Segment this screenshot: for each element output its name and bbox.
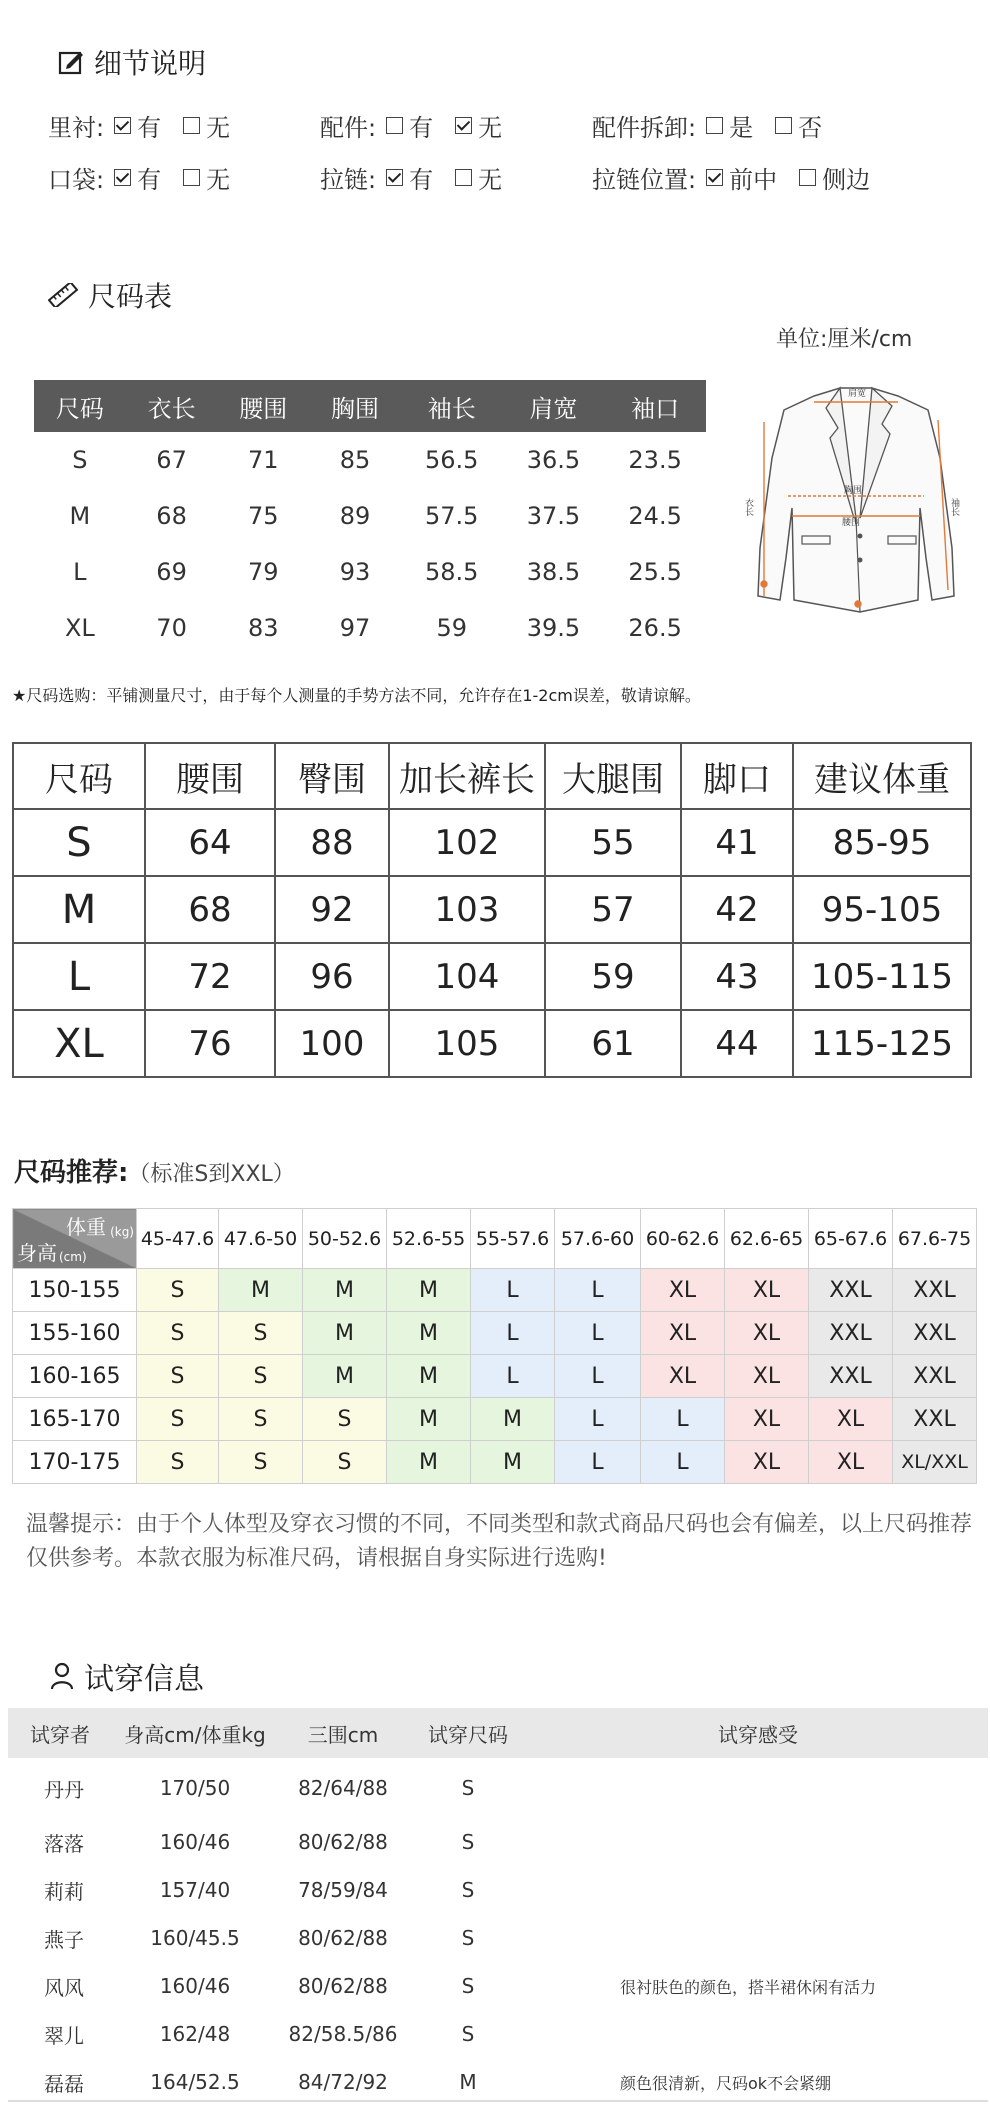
table-cell: 93 xyxy=(339,558,371,586)
diagram-label-waist: 腰围 xyxy=(842,518,861,528)
table-cell: L xyxy=(13,943,145,1010)
table-cell: 164/52.5 xyxy=(150,2070,240,2094)
diagram-label-sleeve: 袖长 xyxy=(949,498,959,516)
size-cell: XL xyxy=(641,1312,725,1355)
checkbox-label: 无 xyxy=(478,166,503,194)
table-cell: M xyxy=(69,502,91,530)
size-cell: L xyxy=(555,1355,641,1398)
tryon-table xyxy=(8,1708,988,2106)
table-row xyxy=(13,1312,977,1355)
size-cell: S xyxy=(303,1441,387,1484)
size-cell: L xyxy=(471,1355,555,1398)
table-cell: 57 xyxy=(545,876,681,943)
weight-header: 62.6-65 xyxy=(725,1209,809,1269)
checkbox-label: 否 xyxy=(798,114,823,142)
table-cell: 72 xyxy=(145,943,275,1010)
table-cell: 82/64/88 xyxy=(298,1776,388,1800)
table-cell: 64 xyxy=(145,809,275,876)
diagram-label-length: 衣长 xyxy=(743,498,753,516)
checkbox[interactable] xyxy=(114,169,131,186)
detail-label: 配件拆卸: xyxy=(592,114,697,142)
table-cell: 68 xyxy=(156,502,187,530)
height-cell: 160-165 xyxy=(13,1355,137,1398)
table-row xyxy=(34,488,706,544)
column-header: 试穿者 xyxy=(8,1708,112,1758)
table-cell: 23.5 xyxy=(628,446,682,474)
size-cell: XXL xyxy=(809,1269,893,1312)
tryon-title: 试穿信息 xyxy=(84,1662,204,1697)
size-cell: M xyxy=(387,1398,471,1441)
table-cell: 80/62/88 xyxy=(298,1830,388,1854)
checkbox-label: 有 xyxy=(137,114,162,142)
checkbox[interactable] xyxy=(455,117,472,134)
table-cell: 105 xyxy=(389,1010,545,1077)
details-header xyxy=(58,42,206,82)
size-cell: L xyxy=(555,1312,641,1355)
height-cell: 165-170 xyxy=(13,1398,137,1441)
table-cell xyxy=(528,2010,988,2058)
column-header: 试穿尺码 xyxy=(408,1708,528,1758)
size-cell: XL xyxy=(809,1398,893,1441)
checkbox-label: 无 xyxy=(206,114,231,142)
column-header: 胸围 xyxy=(309,380,401,432)
table-row xyxy=(34,544,706,600)
size-cell: XXL xyxy=(893,1355,977,1398)
table-cell: 燕子 xyxy=(44,1927,84,1952)
table-row xyxy=(8,2010,988,2058)
table-cell: 83 xyxy=(248,614,279,642)
diagram-label-shoulder: 肩宽 xyxy=(848,389,867,399)
table-cell: 100 xyxy=(275,1010,389,1077)
table-cell: 82/58.5/86 xyxy=(288,2022,398,2046)
table-cell: 85-95 xyxy=(793,809,971,876)
table-cell: 105-115 xyxy=(793,943,971,1010)
size-cell: M xyxy=(387,1269,471,1312)
size-cell: M xyxy=(471,1398,555,1441)
detail-item xyxy=(320,160,514,195)
size-cell: S xyxy=(137,1312,219,1355)
detail-item xyxy=(320,108,514,143)
checkbox-label: 是 xyxy=(729,114,754,142)
size-cell: M xyxy=(387,1355,471,1398)
table-row xyxy=(34,600,706,656)
size-cell: XXL xyxy=(809,1312,893,1355)
size-cell: XL xyxy=(725,1398,809,1441)
jacket-size-table xyxy=(34,380,706,656)
table-row xyxy=(13,876,971,943)
table-cell: 70 xyxy=(156,614,187,642)
table-cell: 160/46 xyxy=(159,1974,231,1998)
table-cell: 24.5 xyxy=(628,502,682,530)
table-cell: 44 xyxy=(681,1010,793,1077)
table-cell: S xyxy=(461,1926,475,1950)
table-row xyxy=(13,1398,977,1441)
weight-header: 60-62.6 xyxy=(641,1209,725,1269)
diagram-label-chest: 胸围 xyxy=(844,486,863,496)
checkbox-label: 侧边 xyxy=(822,166,871,194)
checkbox-label: 无 xyxy=(478,114,503,142)
column-header: 肩宽 xyxy=(503,380,605,432)
edit-icon xyxy=(58,49,84,75)
corner-weight: 体重 xyxy=(66,1215,106,1239)
size-cell: XL xyxy=(725,1312,809,1355)
table-cell: S xyxy=(461,1878,475,1902)
recommend-title: 尺码推荐: xyxy=(14,1158,129,1188)
table-cell: 84/72/92 xyxy=(298,2070,388,2094)
detail-label: 口袋: xyxy=(48,166,105,194)
table-cell: 55 xyxy=(545,809,681,876)
table-cell: 95-105 xyxy=(793,876,971,943)
table-cell: 59 xyxy=(436,614,467,642)
table-cell: 59 xyxy=(545,943,681,1010)
size-cell: L xyxy=(555,1269,641,1312)
table-cell: 43 xyxy=(681,943,793,1010)
table-cell: 颜色很清新，尺码ok不会紧绷 xyxy=(620,2073,832,2093)
table-cell: 38.5 xyxy=(526,558,581,586)
column-header: 腰围 xyxy=(217,380,309,432)
details-title: 细节说明 xyxy=(94,47,207,80)
table-cell: 97 xyxy=(339,614,371,642)
table-cell: S xyxy=(13,809,145,876)
size-cell: XL xyxy=(641,1355,725,1398)
size-cell: L xyxy=(471,1269,555,1312)
table-cell: 落落 xyxy=(44,1831,84,1856)
unit-label: 单位:厘米/cm xyxy=(776,327,913,352)
table-cell xyxy=(528,1758,988,1818)
corner-cm: (cm) xyxy=(59,1250,87,1264)
table-cell: 103 xyxy=(389,876,545,943)
table-cell: 26.5 xyxy=(628,614,682,642)
jacket-outline xyxy=(758,388,954,612)
column-header: 脚口 xyxy=(681,743,793,809)
size-cell: S xyxy=(219,1312,303,1355)
table-cell: 80/62/88 xyxy=(298,1974,388,1998)
ruler-icon xyxy=(48,283,78,307)
table-cell: 78/59/84 xyxy=(298,1878,388,1902)
pants-size-table xyxy=(12,742,972,1078)
size-cell: L xyxy=(555,1398,641,1441)
size-cell: L xyxy=(471,1312,555,1355)
table-cell: S xyxy=(461,2022,475,2046)
table-row xyxy=(13,1441,977,1484)
table-cell: 162/48 xyxy=(159,2022,231,2046)
table-row xyxy=(8,2058,988,2106)
table-cell: 104 xyxy=(389,943,545,1010)
size-cell: M xyxy=(303,1312,387,1355)
table-row xyxy=(13,1355,977,1398)
table-cell: 115-125 xyxy=(793,1010,971,1077)
table-cell: S xyxy=(461,1974,475,1998)
column-header: 尺码 xyxy=(34,380,126,432)
table-cell: XL xyxy=(64,614,95,642)
recommend-header xyxy=(14,1152,295,1189)
table-row xyxy=(13,943,971,1010)
table-cell: 69 xyxy=(156,558,187,586)
table-cell: 翠儿 xyxy=(44,2023,84,2048)
detail-item xyxy=(592,160,882,195)
table-row xyxy=(8,1818,988,1866)
table-cell: 89 xyxy=(339,502,371,530)
tryon-header xyxy=(50,1654,204,1698)
table-cell: 80/62/88 xyxy=(298,1926,388,1950)
size-cell: S xyxy=(137,1269,219,1312)
column-header: 袖长 xyxy=(401,380,503,432)
size-cell: S xyxy=(303,1398,387,1441)
checkbox[interactable] xyxy=(706,169,723,186)
size-cell: XL xyxy=(641,1269,725,1312)
corner-height: 身高 xyxy=(17,1241,57,1265)
table-cell: XL xyxy=(13,1010,145,1077)
size-cell: S xyxy=(137,1398,219,1441)
table-cell: S xyxy=(461,1830,475,1854)
table-row xyxy=(8,1866,988,1914)
checkbox[interactable] xyxy=(455,169,472,186)
table-cell: 42 xyxy=(681,876,793,943)
column-header: 身高cm/体重kg xyxy=(112,1708,278,1758)
table-cell: 61 xyxy=(545,1010,681,1077)
recommend-subtitle: （标准S到XXL） xyxy=(128,1162,295,1187)
table-cell: 68 xyxy=(145,876,275,943)
size-cell: S xyxy=(219,1441,303,1484)
weight-header: 50-52.6 xyxy=(303,1209,387,1269)
checkbox[interactable] xyxy=(706,117,723,134)
table-row xyxy=(34,432,706,488)
detail-item xyxy=(592,108,834,143)
checkbox-label: 有 xyxy=(137,166,162,194)
size-cell: XXL xyxy=(809,1355,893,1398)
bottom-divider xyxy=(8,2100,988,2102)
table-cell: 56.5 xyxy=(425,446,479,474)
table-cell: M xyxy=(459,2070,477,2094)
table-cell: 170/50 xyxy=(159,1776,231,1800)
detail-label: 配件: xyxy=(320,114,377,142)
size-cell: XL xyxy=(725,1269,809,1312)
table-cell: 41 xyxy=(681,809,793,876)
size-cell: M xyxy=(303,1355,387,1398)
detail-label: 拉链: xyxy=(320,166,377,194)
column-header: 尺码 xyxy=(13,743,145,809)
recommend-tip: 温馨提示：由于个人体型及穿衣习惯的不同，不同类型和款式商品尺码也会有偏差，以上尺码推荐仅供参考。本款衣服为标准尺码，请根据自身实际进行选购! xyxy=(26,1512,973,1571)
size-chart-title: 尺码表 xyxy=(88,280,173,313)
table-cell: 风风 xyxy=(44,1975,84,2000)
column-header: 建议体重 xyxy=(793,743,971,809)
size-cell: S xyxy=(219,1398,303,1441)
corner-cell xyxy=(13,1209,137,1269)
size-cell: XXL xyxy=(893,1398,977,1441)
size-cell: M xyxy=(219,1269,303,1312)
detail-label: 里衬: xyxy=(48,114,105,142)
size-cell: L xyxy=(641,1398,725,1441)
weight-header: 57.6-60 xyxy=(555,1209,641,1269)
table-cell: 很衬肤色的颜色，搭半裙休闲有活力 xyxy=(620,1977,877,1997)
table-cell: 莉莉 xyxy=(44,1879,84,1904)
height-cell: 155-160 xyxy=(13,1312,137,1355)
height-cell: 150-155 xyxy=(13,1269,137,1312)
table-cell: 37.5 xyxy=(526,502,581,530)
table-cell xyxy=(528,1866,988,1914)
size-cell: M xyxy=(303,1269,387,1312)
weight-header: 65-67.6 xyxy=(809,1209,893,1269)
size-cell: S xyxy=(137,1355,219,1398)
size-cell: S xyxy=(219,1355,303,1398)
jacket-diagram xyxy=(742,368,970,630)
table-cell: L xyxy=(73,558,87,586)
column-header: 试穿感受 xyxy=(528,1708,988,1758)
checkbox[interactable] xyxy=(799,169,816,186)
weight-header: 55-57.6 xyxy=(471,1209,555,1269)
table-cell: 58.5 xyxy=(425,558,479,586)
size-cell: S xyxy=(137,1441,219,1484)
size-cell: XL xyxy=(809,1441,893,1484)
checkbox-label: 前中 xyxy=(729,166,778,194)
checkbox[interactable] xyxy=(114,117,131,134)
table-row xyxy=(13,1269,977,1312)
checkbox[interactable] xyxy=(775,117,792,134)
detail-item xyxy=(48,108,242,143)
size-cell: XXL xyxy=(893,1312,977,1355)
checkbox[interactable] xyxy=(183,169,200,186)
table-cell: 79 xyxy=(248,558,279,586)
corner-kg: (kg) xyxy=(110,1225,134,1239)
weight-header: 45-47.6 xyxy=(137,1209,219,1269)
size-cell: M xyxy=(471,1441,555,1484)
checkbox[interactable] xyxy=(183,117,200,134)
table-cell: S xyxy=(461,1776,475,1800)
table-row xyxy=(8,1962,988,2010)
table-cell: 71 xyxy=(248,446,279,474)
table-cell: S xyxy=(72,446,88,474)
size-cell: L xyxy=(555,1441,641,1484)
detail-item xyxy=(48,160,242,195)
size-cell: M xyxy=(387,1312,471,1355)
checkbox-label: 有 xyxy=(409,166,434,194)
person-icon xyxy=(50,1662,74,1690)
size-cell: L xyxy=(641,1441,725,1484)
column-header: 臀围 xyxy=(275,743,389,809)
table-cell: 102 xyxy=(389,809,545,876)
size-cell: XL/XXL xyxy=(893,1441,977,1484)
table-cell: 160/46 xyxy=(159,1830,231,1854)
table-cell: 25.5 xyxy=(628,558,682,586)
column-header: 三围cm xyxy=(278,1708,408,1758)
size-cell: XXL xyxy=(893,1269,977,1312)
measure-note: ★尺码选购：平铺测量尺寸，由于每个人测量的手势方法不同，允许存在1-2cm误差，敬请谅解。 xyxy=(12,686,701,705)
table-cell: 磊磊 xyxy=(44,2071,84,2096)
table-row xyxy=(8,1914,988,1962)
detail-label: 拉链位置: xyxy=(592,166,697,194)
table-cell: 85 xyxy=(339,446,371,474)
table-cell: 88 xyxy=(275,809,389,876)
table-cell: 36.5 xyxy=(526,446,581,474)
weight-header: 67.6-75 xyxy=(893,1209,977,1269)
table-cell: 57.5 xyxy=(425,502,479,530)
checkbox[interactable] xyxy=(386,117,403,134)
table-cell: 96 xyxy=(275,943,389,1010)
weight-header: 47.6-50 xyxy=(219,1209,303,1269)
table-cell: 76 xyxy=(145,1010,275,1077)
column-header: 袖口 xyxy=(604,380,706,432)
table-row xyxy=(13,1010,971,1077)
size-cell: M xyxy=(387,1441,471,1484)
table-cell: 67 xyxy=(156,446,187,474)
table-cell: 丹丹 xyxy=(44,1777,84,1802)
height-cell: 170-175 xyxy=(13,1441,137,1484)
table-row xyxy=(8,1758,988,1818)
table-cell: 160/45.5 xyxy=(150,1926,240,1950)
column-header: 腰围 xyxy=(145,743,275,809)
size-chart-header xyxy=(48,275,172,315)
table-row xyxy=(13,809,971,876)
checkbox-label: 有 xyxy=(409,114,434,142)
table-cell xyxy=(528,1914,988,1962)
column-header: 大腿围 xyxy=(545,743,681,809)
checkbox-label: 无 xyxy=(206,166,231,194)
table-cell: 39.5 xyxy=(526,614,581,642)
table-cell xyxy=(528,1818,988,1866)
table-cell: M xyxy=(13,876,145,943)
table-cell: 157/40 xyxy=(159,1878,231,1902)
size-cell: XL xyxy=(725,1355,809,1398)
size-recommend-table xyxy=(12,1208,977,1484)
column-header: 加长裤长 xyxy=(389,743,545,809)
size-cell: XL xyxy=(725,1441,809,1484)
checkbox[interactable] xyxy=(386,169,403,186)
column-header: 衣长 xyxy=(126,380,218,432)
weight-header: 52.6-55 xyxy=(387,1209,471,1269)
table-cell: 75 xyxy=(248,502,279,530)
table-cell: 92 xyxy=(275,876,389,943)
